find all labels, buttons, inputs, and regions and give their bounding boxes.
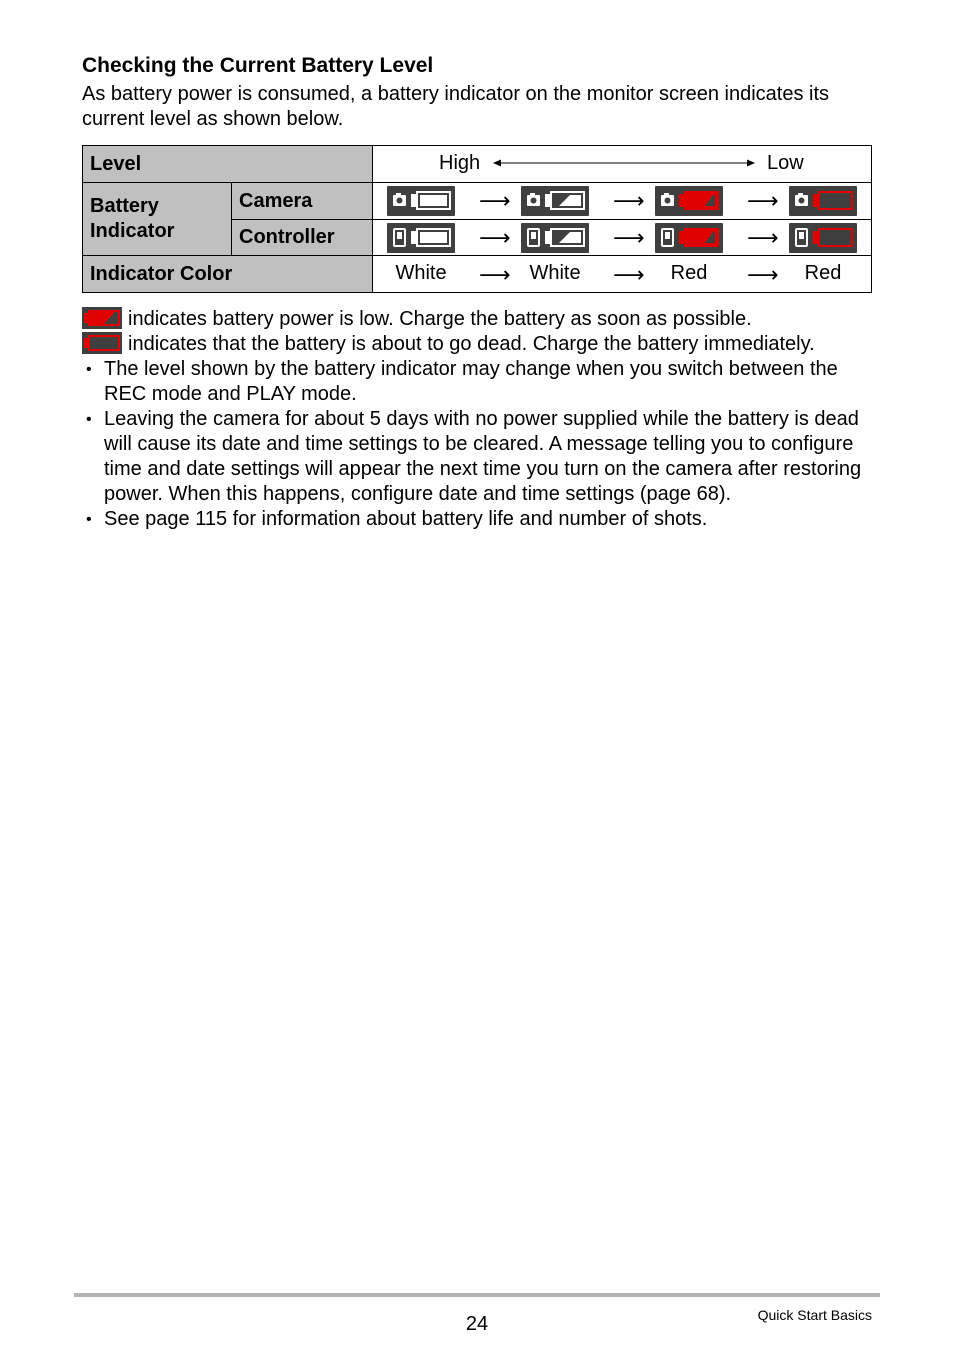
indicator-color-header-cell [82, 255, 373, 293]
color-label-3: Red [670, 262, 708, 284]
color-arrow-1: ⟶ [479, 262, 511, 287]
level-label: Level [90, 152, 142, 175]
intro-paragraph: As battery power is consumed, a battery indicator on the monitor screen indicates its current level as shown below. [82, 83, 830, 130]
controller-battery-medium-icon [521, 223, 589, 253]
indicator-color-label: Indicator Color [90, 262, 233, 285]
camera-battery-full-icon [387, 186, 455, 216]
battery-level-table [82, 145, 872, 293]
controller-arrow-3: ⟶ [747, 225, 779, 250]
color-label-1: White [395, 262, 447, 284]
controller-arrow-2: ⟶ [613, 225, 645, 250]
bullet-item: • Leaving the camera for about 5 days with no power supplied while the battery is dead will cause its date and time settings to be cleared. A message telling you to configure time and date settings will appear the next time you turn on the camera after restoring power. When this happens, configure date and time settings (page 68). [82, 407, 882, 507]
bullet-item: • The level shown by the battery indicator may change when you switch between the REC mode and PLAY mode. [82, 357, 882, 407]
camera-arrow-3: ⟶ [747, 188, 779, 213]
controller-icons-cell [372, 219, 872, 256]
camera-battery-empty-icon [789, 186, 857, 216]
color-label-2: White [529, 262, 581, 284]
low-label: Low [767, 152, 804, 174]
section-name: Quick Start Basics [757, 1307, 872, 1323]
footer-divider [74, 1293, 880, 1297]
dead-battery-icon [82, 332, 122, 354]
low-battery-icon [82, 307, 122, 329]
controller-label: Controller [239, 226, 335, 248]
controller-battery-low-icon [655, 223, 723, 253]
page-heading: Checking the Current Battery Level [82, 54, 434, 77]
color-label-4: Red [804, 262, 842, 284]
page-number: 24 [465, 1313, 489, 1335]
color-arrow-2: ⟶ [613, 262, 645, 287]
low-battery-note-text: indicates battery power is low. Charge the battery as soon as possible. [128, 308, 752, 330]
controller-battery-empty-icon [789, 223, 857, 253]
camera-battery-medium-icon [521, 186, 589, 216]
notes-bullet-list [82, 357, 882, 532]
bullet-item: • See page 115 for information about battery life and number of shots. [82, 507, 882, 532]
camera-header-cell [231, 182, 373, 220]
battery-indicator-header-cell [82, 182, 232, 256]
indicator-color-cell [372, 255, 872, 293]
dead-battery-note [82, 332, 815, 357]
battery-indicator-label: Battery Indicator [90, 195, 175, 242]
color-arrow-3: ⟶ [747, 262, 779, 287]
level-header-cell [82, 145, 373, 183]
controller-arrow-1: ⟶ [479, 225, 511, 250]
camera-icons-cell [372, 182, 872, 220]
camera-arrow-1: ⟶ [479, 188, 511, 213]
controller-battery-full-icon [387, 223, 455, 253]
camera-battery-low-icon [655, 186, 723, 216]
camera-arrow-2: ⟶ [613, 188, 645, 213]
dead-battery-note-text: indicates that the battery is about to go dead. Charge the battery immediately. [128, 333, 815, 355]
high-low-double-arrow-icon [493, 158, 755, 168]
controller-header-cell [231, 219, 373, 256]
camera-label: Camera [239, 189, 313, 212]
level-range-cell [372, 145, 872, 183]
high-label: High [439, 152, 481, 174]
low-battery-note [82, 307, 752, 332]
